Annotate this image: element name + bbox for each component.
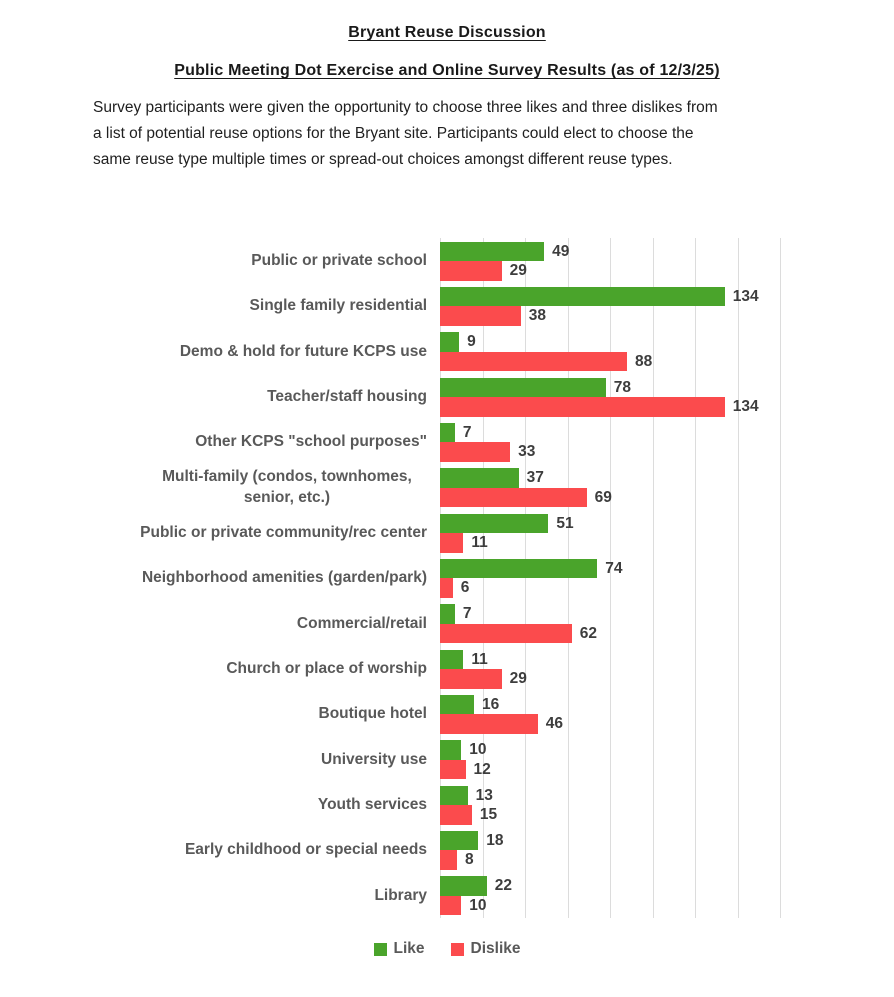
dislike-value-label: 12: [473, 760, 491, 778]
like-bar: [440, 242, 544, 262]
dislike-value-label: 10: [469, 896, 487, 914]
category-label-row: [93, 465, 440, 510]
like-bar: [440, 559, 597, 579]
category-label: Early childhood or special needs: [184, 841, 427, 859]
gridline: [653, 238, 654, 918]
like-bar: [440, 876, 487, 896]
category-label: Church or place of worship: [226, 660, 427, 678]
dislike-value-label: 46: [545, 715, 563, 733]
category-label-row: [93, 737, 440, 782]
legend-item-like: [374, 940, 425, 958]
dislike-bar: [440, 442, 510, 462]
like-value-label: 13: [475, 786, 493, 804]
like-value-label: 134: [732, 287, 759, 305]
like-value-label: 22: [494, 877, 512, 895]
likes-dislikes-bar-chart: [93, 238, 780, 918]
dislike-bar: [440, 760, 466, 780]
legend-item-dislike: [451, 940, 521, 958]
category-label: Teacher/staff housing: [267, 388, 427, 406]
category-label: Neighborhood amenities (garden/park): [141, 569, 427, 587]
category-label: Public or private community/rec center: [140, 524, 427, 542]
dislike-bar: [440, 805, 472, 825]
legend-label-dislike: Dislike: [470, 940, 521, 957]
legend-swatch-like: [374, 943, 387, 956]
category-label-row: [93, 646, 440, 691]
like-value-label: 10: [469, 741, 487, 759]
dislike-value-label: 88: [635, 352, 653, 370]
like-bar: [440, 514, 548, 534]
gridline: [780, 238, 781, 918]
description-paragraph: [93, 95, 818, 173]
like-bar: [440, 786, 468, 806]
legend-label-like: Like: [393, 940, 425, 957]
legend-swatch-dislike: [451, 943, 464, 956]
dislike-value-label: 62: [579, 624, 597, 642]
dislike-bar: [440, 624, 572, 644]
category-label-row: [93, 873, 440, 918]
like-value-label: 7: [462, 423, 472, 441]
plot-area: [440, 238, 780, 918]
dislike-bar: [440, 714, 538, 734]
category-axis: [93, 238, 440, 918]
like-value-label: 49: [552, 242, 570, 260]
gridline: [738, 238, 739, 918]
dislike-bar: [440, 896, 461, 916]
category-label: Demo & hold for future KCPS use: [179, 342, 427, 360]
chart-legend: [0, 940, 894, 958]
page-subtitle: Public Meeting Dot Exercise and Online Survey Results (as of 12/3/25): [174, 62, 720, 79]
like-bar: [440, 423, 455, 443]
like-value-label: 74: [605, 559, 623, 577]
like-bar: [440, 378, 606, 398]
category-label-row: [93, 238, 440, 283]
dislike-value-label: 8: [465, 851, 474, 869]
category-label-row: [93, 374, 440, 419]
dislike-bar: [440, 669, 502, 689]
dislike-bar: [440, 306, 521, 326]
category-label-row: [93, 782, 440, 827]
like-bar: [440, 468, 519, 488]
like-bar: [440, 650, 463, 670]
dislike-value-label: 29: [509, 670, 527, 687]
dislike-bar: [440, 352, 627, 372]
category-label-row: [93, 419, 440, 464]
description-line: a list of potential reuse options for the Bryant site. Participants could elect to choose the: [93, 125, 694, 142]
category-label: Commercial/retail: [296, 614, 427, 632]
category-label: Youth services: [317, 796, 427, 814]
dislike-bar: [440, 261, 502, 281]
page-title: Bryant Reuse Discussion: [348, 24, 546, 41]
like-value-label: 18: [486, 831, 504, 849]
dislike-value-label: 33: [518, 443, 536, 461]
category-label: Other KCPS "school purposes": [195, 433, 427, 451]
dislike-bar: [440, 397, 725, 417]
like-value-label: 16: [482, 695, 500, 713]
gridline: [695, 238, 696, 918]
category-label: Multi-family (condos, townhomes, senior, etc.): [162, 468, 412, 507]
category-label: Boutique hotel: [318, 705, 427, 723]
dislike-value-label: 11: [471, 534, 488, 551]
dislike-value-label: 6: [460, 579, 470, 597]
like-bar: [440, 695, 474, 715]
dislike-value-label: 69: [594, 488, 612, 506]
like-bar: [440, 287, 725, 307]
category-label-row: [93, 283, 440, 328]
description-line: same reuse type multiple times or spread-out choices amongst different reuse types.: [93, 151, 673, 168]
like-value-label: 11: [471, 650, 488, 668]
like-bar: [440, 740, 461, 760]
category-label: Public or private school: [251, 252, 427, 270]
category-label-row: [93, 329, 440, 374]
description-line: Survey participants were given the opportunity to choose three likes and three dislikes from: [93, 99, 718, 116]
like-value-label: 7: [462, 605, 472, 623]
category-label: Library: [374, 886, 427, 904]
dislike-bar: [440, 578, 453, 598]
category-label-row: [93, 827, 440, 872]
like-bar: [440, 604, 455, 624]
dislike-value-label: 29: [509, 262, 527, 279]
dislike-value-label: 15: [479, 806, 498, 823]
dislike-value-label: 38: [528, 307, 546, 325]
like-value-label: 37: [526, 469, 544, 487]
dislike-bar: [440, 850, 457, 870]
category-label: University use: [321, 750, 427, 768]
category-label-row: [93, 601, 440, 646]
category-label-row: [93, 691, 440, 736]
dislike-bar: [440, 488, 587, 508]
like-bar: [440, 332, 459, 352]
like-bar: [440, 831, 478, 851]
dislike-value-label: 134: [732, 398, 759, 415]
like-value-label: 9: [467, 333, 476, 351]
like-value-label: 78: [613, 378, 631, 396]
category-label-row: [93, 510, 440, 555]
category-label-row: [93, 555, 440, 600]
category-label: Single family residential: [249, 297, 427, 315]
dislike-bar: [440, 533, 463, 553]
like-value-label: 51: [556, 514, 574, 532]
